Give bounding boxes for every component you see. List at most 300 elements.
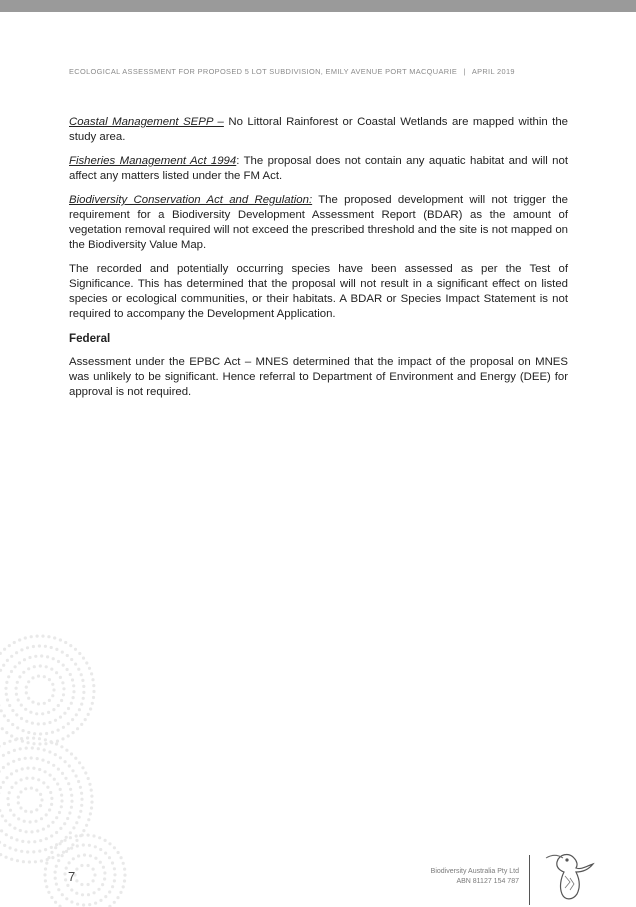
- decorative-dot: [22, 860, 25, 863]
- decorative-dot: [50, 834, 53, 837]
- decorative-dot: [51, 731, 54, 734]
- decorative-dot: [41, 759, 44, 762]
- decorative-dot: [2, 664, 5, 667]
- decorative-dot: [31, 701, 34, 704]
- decorative-dot: [90, 795, 93, 798]
- decorative-dot: [57, 768, 60, 771]
- decorative-dot: [1, 727, 4, 730]
- decorative-dot: [42, 781, 45, 784]
- decorative-dot: [5, 681, 8, 684]
- decorative-dot: [2, 754, 5, 757]
- decorative-dot: [32, 742, 35, 745]
- decorative-dot: [17, 801, 20, 804]
- decorative-dot: [39, 804, 42, 807]
- decorative-dot: [26, 767, 29, 770]
- decorative-dot: [111, 885, 114, 888]
- decorative-dot: [78, 761, 81, 764]
- decorative-dot: [33, 732, 36, 735]
- decorative-dot: [10, 858, 13, 861]
- decorative-dot: [113, 867, 116, 870]
- decorative-dot: [70, 702, 73, 705]
- decorative-dot: [55, 843, 58, 846]
- decorative-dot: [70, 900, 73, 903]
- decorative-dot: [92, 879, 95, 882]
- decorative-dot: [45, 732, 48, 735]
- decorative-dot: [48, 721, 51, 724]
- decorative-dot: [99, 861, 102, 864]
- decorative-dot: [81, 766, 84, 769]
- decorative-dot: [104, 839, 107, 842]
- decorative-dot: [3, 742, 6, 745]
- decorative-dot: [57, 854, 60, 857]
- decorative-dot: [19, 806, 22, 809]
- decorative-dot: [61, 681, 64, 684]
- footer-divider: [529, 855, 530, 905]
- decorative-dot: [16, 726, 19, 729]
- decorative-dot: [47, 635, 50, 638]
- decorative-dot: [50, 896, 53, 899]
- fisheries-text: : The proposal does not contain any aquatic habitat and will not affect any matters listed under the FM Act.: [69, 155, 568, 182]
- decorative-dot: [88, 667, 91, 670]
- decorative-dot: [80, 883, 83, 886]
- decorative-dot: [44, 848, 47, 851]
- decorative-dot: [59, 827, 62, 830]
- decorative-dot: [14, 848, 17, 851]
- decorative-dot: [14, 665, 17, 668]
- decorative-dot: [17, 698, 20, 701]
- decorative-dot: [6, 659, 9, 662]
- decorative-dot: [47, 761, 50, 764]
- decorative-dot: [11, 723, 14, 726]
- decorative-dot: [55, 831, 58, 834]
- decorative-dot: [10, 786, 13, 789]
- decorative-dot: [5, 693, 8, 696]
- decorative-dot: [71, 843, 74, 846]
- decorative-dot: [15, 651, 18, 654]
- decorative-dot: [70, 847, 73, 850]
- decorative-dot: [74, 648, 77, 651]
- decorative-dot: [70, 888, 73, 891]
- decorative-dot: [61, 854, 64, 857]
- decorative-dot: [47, 711, 50, 714]
- decorative-dot: [27, 840, 30, 843]
- decorative-dot: [45, 862, 48, 865]
- decorative-dot: [7, 751, 10, 754]
- decorative-dot: [3, 648, 6, 651]
- decorative-dot: [20, 704, 23, 707]
- decorative-dot: [67, 847, 70, 850]
- decorative-dot: [116, 896, 119, 899]
- decorative-dot: [113, 879, 116, 882]
- decorative-dot: [42, 828, 45, 831]
- decorative-dot: [62, 664, 65, 667]
- decorative-dot: [0, 786, 2, 789]
- decorative-dot: [80, 723, 83, 726]
- decorative-dot: [6, 698, 9, 701]
- decorative-dot: [77, 668, 80, 671]
- decorative-dot: [59, 716, 62, 719]
- decorative-dot: [28, 860, 31, 863]
- decorative-dot: [117, 851, 120, 854]
- decorative-dot: [66, 817, 69, 820]
- decorative-dot: [40, 817, 43, 820]
- decorative-dot: [103, 877, 106, 880]
- decorative-dot: [51, 856, 54, 859]
- decorative-dot: [94, 902, 97, 905]
- decorative-dot: [83, 853, 86, 856]
- biodiversity-text: The proposed development will not trigger the requirement for a Biodiversity Development Assessment Report (BDAR) as the amount of vegetation removal required will not exceed the prescribed threshold and the site is not mapped on the Biodiversity Value Map.: [69, 194, 568, 251]
- decorative-dot: [25, 686, 28, 689]
- decorative-dot: [0, 652, 2, 655]
- decorative-dot: [99, 848, 102, 851]
- decorative-dot: [80, 864, 83, 867]
- decorative-dot: [81, 834, 84, 837]
- decorative-dot: [72, 731, 75, 734]
- decorative-dot: [92, 684, 95, 687]
- decorative-dot: [19, 747, 22, 750]
- decorative-dot: [75, 868, 78, 871]
- decorative-dot: [22, 671, 25, 674]
- decorative-dot: [59, 842, 62, 845]
- decorative-dot: [8, 704, 11, 707]
- decorative-dot: [80, 703, 83, 706]
- company-abn: ABN 81127 154 787: [456, 878, 519, 885]
- decorative-dot: [36, 829, 39, 832]
- decorative-dot: [50, 668, 53, 671]
- decorative-dot: [29, 820, 32, 823]
- decorative-dot: [97, 888, 100, 891]
- decorative-dot: [24, 757, 27, 760]
- decorative-dot: [3, 714, 6, 717]
- decorative-dot: [71, 718, 74, 721]
- decorative-dot: [31, 777, 34, 780]
- decorative-dot: [63, 822, 66, 825]
- decorative-dot: [82, 903, 85, 906]
- decorative-dot: [75, 879, 78, 882]
- decorative-dot: [53, 778, 56, 781]
- decorative-dot: [64, 760, 67, 763]
- decorative-dot: [89, 854, 92, 857]
- decorative-dot: [53, 636, 56, 639]
- decorative-dot: [60, 805, 63, 808]
- page-number: 7: [68, 869, 76, 884]
- decorative-dot: [71, 769, 74, 772]
- decorative-dot: [44, 879, 47, 882]
- decorative-dot: [90, 672, 93, 675]
- decorative-dot: [35, 789, 38, 792]
- decorative-dot: [5, 731, 8, 734]
- decorative-dot: [113, 901, 116, 904]
- header-separator: |: [463, 67, 466, 76]
- decorative-dot: [123, 879, 126, 882]
- decorative-dot: [75, 821, 78, 824]
- decorative-dot: [20, 737, 23, 740]
- decorative-dot: [54, 753, 57, 756]
- decorative-dot: [30, 756, 33, 759]
- decorative-dot: [33, 840, 36, 843]
- decorative-dot: [92, 690, 95, 693]
- decorative-dot: [87, 883, 90, 886]
- decorative-dot: [47, 891, 50, 894]
- decorative-dot: [0, 709, 3, 712]
- decorative-dot: [50, 803, 53, 806]
- decorative-dot: [61, 893, 64, 896]
- species-paragraph: The recorded and potentially occurring species have been assessed as per the Test of Significance. This has determined that the proposal will not result in a significant effect on listed species or ecological communities, or their habitats. A BDAR or Species Impact Statement is not required to accompany the Development Application.: [69, 263, 568, 320]
- company-details: [380, 867, 519, 887]
- decorative-dot: [45, 837, 48, 840]
- decorative-dot: [49, 774, 52, 777]
- decorative-dot: [91, 678, 94, 681]
- decorative-dot: [39, 839, 42, 842]
- decorative-dot: [59, 676, 62, 679]
- decorative-dot: [104, 895, 107, 898]
- decorative-dot: [54, 901, 57, 904]
- decorative-dot: [36, 757, 39, 760]
- decorative-dot: [10, 670, 13, 673]
- decorative-dot: [93, 873, 96, 876]
- decorative-dot: [80, 798, 83, 801]
- decorative-dot: [103, 871, 106, 874]
- decorative-dot: [0, 853, 2, 856]
- decorative-dot: [85, 824, 88, 827]
- decorative-dot: [113, 846, 116, 849]
- decorative-dot: [43, 748, 46, 751]
- decorative-dot: [68, 764, 71, 767]
- decorative-dot: [71, 678, 74, 681]
- decorative-dot: [34, 655, 37, 658]
- decorative-dot: [50, 797, 53, 800]
- decorative-dot: [82, 691, 85, 694]
- decorative-dot: [70, 658, 73, 661]
- decorative-dot: [81, 893, 84, 896]
- decorative-dot: [38, 768, 41, 771]
- decorative-dot: [82, 697, 85, 700]
- decorative-dot: [34, 820, 37, 823]
- decorative-dot: [17, 817, 20, 820]
- decorative-dot: [60, 799, 63, 802]
- decorative-dot: [44, 645, 47, 648]
- decorative-dot: [59, 638, 62, 641]
- decorative-dot: [68, 861, 71, 864]
- decorative-dot: [54, 871, 57, 874]
- decorative-dot: [27, 697, 30, 700]
- decorative-dot: [48, 678, 51, 681]
- decorative-dot: [44, 742, 47, 745]
- decorative-dot: [123, 868, 126, 871]
- decorative-dot: [0, 745, 1, 748]
- decorative-dot: [45, 665, 48, 668]
- decorative-dot: [37, 702, 40, 705]
- decorative-dot: [78, 652, 81, 655]
- decorative-dot: [1, 814, 4, 817]
- decorative-dot: [41, 712, 44, 715]
- decorative-dot: [70, 806, 73, 809]
- decorative-dot: [30, 810, 33, 813]
- decorative-dot: [40, 654, 43, 657]
- decorative-dot: [84, 718, 87, 721]
- decorative-dot: [6, 797, 9, 800]
- decorative-dot: [0, 770, 1, 773]
- decorative-dot: [21, 840, 24, 843]
- decorative-dot: [2, 766, 5, 769]
- document-body: [69, 115, 568, 409]
- decorative-dot: [52, 764, 55, 767]
- decorative-dot: [20, 717, 23, 720]
- company-name: Biodiversity Australia Pty Ltd: [430, 868, 519, 875]
- decorative-dot: [88, 783, 91, 786]
- decorative-dot: [80, 804, 83, 807]
- decorative-dot: [40, 798, 43, 801]
- decorative-dot: [0, 829, 3, 832]
- decorative-dot: [54, 719, 57, 722]
- decorative-dot: [65, 836, 68, 839]
- decorative-dot: [108, 856, 111, 859]
- decorative-dot: [61, 737, 64, 740]
- decorative-dot: [0, 841, 1, 844]
- federal-paragraph: Assessment under the EPBC Act – MNES determined that the impact of the proposal on MNES was unlikely to be significant. Hence referral to Department of Environment and Energy (DEE) for approval is not required.: [69, 356, 568, 398]
- decorative-dot: [37, 747, 40, 750]
- decorative-dot: [24, 636, 27, 639]
- decorative-dot: [15, 687, 18, 690]
- decorative-dot: [50, 846, 53, 849]
- decorative-dot: [9, 846, 12, 849]
- decorative-dot: [51, 821, 54, 824]
- decorative-dot: [70, 794, 73, 797]
- decorative-dot: [77, 854, 80, 857]
- decorative-dot: [80, 673, 83, 676]
- decorative-dot: [24, 787, 27, 790]
- decorative-dot: [82, 685, 85, 688]
- decorative-dot: [58, 811, 61, 814]
- decorative-dot: [25, 777, 28, 780]
- decorative-dot: [23, 658, 26, 661]
- decorative-dot: [93, 891, 96, 894]
- decorative-dot: [19, 829, 22, 832]
- decorative-dot: [51, 683, 54, 686]
- decorative-dot: [20, 648, 23, 651]
- decorative-dot: [46, 655, 49, 658]
- decorative-dot: [94, 857, 97, 860]
- decorative-dot: [7, 675, 10, 678]
- decorative-dot: [48, 750, 51, 753]
- decorative-dot: [8, 791, 11, 794]
- decorative-dot: [38, 742, 41, 745]
- decorative-dot: [27, 667, 30, 670]
- decorative-dot: [7, 719, 10, 722]
- header-date: APRIL 2019: [471, 67, 515, 76]
- decorative-dot: [63, 872, 66, 875]
- decorative-dot-pattern: [0, 630, 140, 907]
- decorative-dot: [81, 679, 84, 682]
- decorative-dot: [82, 657, 85, 660]
- decorative-dot: [10, 734, 13, 737]
- decorative-dot: [30, 787, 33, 790]
- decorative-dot: [43, 675, 46, 678]
- decorative-dot: [75, 834, 78, 837]
- coastal-text: No Littoral Rainforest or Coastal Wetlands are mapped within the study area.: [69, 116, 569, 143]
- decorative-dot: [47, 856, 50, 859]
- decorative-dot: [62, 851, 65, 854]
- decorative-dot: [67, 782, 70, 785]
- decorative-dot: [98, 836, 101, 839]
- decorative-dot: [34, 860, 37, 863]
- coastal-paragraph: [69, 115, 568, 145]
- decorative-dot: [45, 813, 48, 816]
- kookaburra-logo-icon: [543, 846, 595, 902]
- decorative-dot: [28, 656, 31, 659]
- decorative-dot: [0, 669, 2, 672]
- decorative-dot: [78, 816, 81, 819]
- decorative-dot: [55, 883, 58, 886]
- decorative-dot: [15, 769, 18, 772]
- decorative-dot: [75, 839, 78, 842]
- decorative-dot: [11, 709, 14, 712]
- decorative-dot: [77, 780, 80, 783]
- decorative-dot: [4, 687, 7, 690]
- decorative-dot: [70, 800, 73, 803]
- decorative-dot: [43, 702, 46, 705]
- decorative-dot: [61, 772, 64, 775]
- decorative-dot: [40, 859, 43, 862]
- decorative-dot: [29, 711, 32, 714]
- decorative-dot: [89, 707, 92, 710]
- decorative-dot: [82, 843, 85, 846]
- decorative-dot: [8, 823, 11, 826]
- decorative-dot: [111, 861, 114, 864]
- decorative-dot: [16, 681, 19, 684]
- decorative-dot: [90, 801, 93, 804]
- decorative-dot: [21, 767, 24, 770]
- decorative-dot: [23, 820, 26, 823]
- decorative-dot: [104, 852, 107, 855]
- decorative-dot: [66, 668, 69, 671]
- decorative-dot: [10, 772, 13, 775]
- decorative-dot: [119, 891, 122, 894]
- decorative-dot: [25, 691, 28, 694]
- decorative-dot: [78, 708, 81, 711]
- decorative-dot: [72, 857, 75, 860]
- biodiversity-lead: Biodiversity Conservation Act and Regulation:: [69, 194, 313, 206]
- decorative-dot: [72, 696, 75, 699]
- decorative-dot: [57, 704, 60, 707]
- decorative-dot: [20, 850, 23, 853]
- top-bar: [0, 0, 636, 12]
- decorative-dot: [108, 890, 111, 893]
- decorative-dot: [90, 806, 93, 809]
- decorative-dot: [70, 752, 73, 755]
- decorative-dot: [25, 747, 28, 750]
- fisheries-paragraph: [69, 154, 568, 184]
- decorative-dot: [55, 648, 58, 651]
- decorative-dot: [27, 680, 30, 683]
- decorative-dot: [65, 850, 68, 853]
- decorative-dot: [101, 883, 104, 886]
- decorative-dot: [14, 738, 17, 741]
- decorative-dot: [82, 829, 85, 832]
- decorative-dot: [87, 713, 90, 716]
- decorative-dot: [60, 794, 63, 797]
- decorative-dot: [57, 859, 60, 862]
- decorative-dot: [123, 874, 126, 877]
- decorative-dot: [10, 836, 13, 839]
- decorative-dot: [85, 661, 88, 664]
- decorative-dot: [68, 811, 71, 814]
- decorative-dot: [9, 809, 12, 812]
- decorative-dot: [18, 661, 21, 664]
- decorative-dot: [39, 664, 42, 667]
- decorative-dot: [120, 856, 123, 859]
- decorative-dot: [32, 767, 35, 770]
